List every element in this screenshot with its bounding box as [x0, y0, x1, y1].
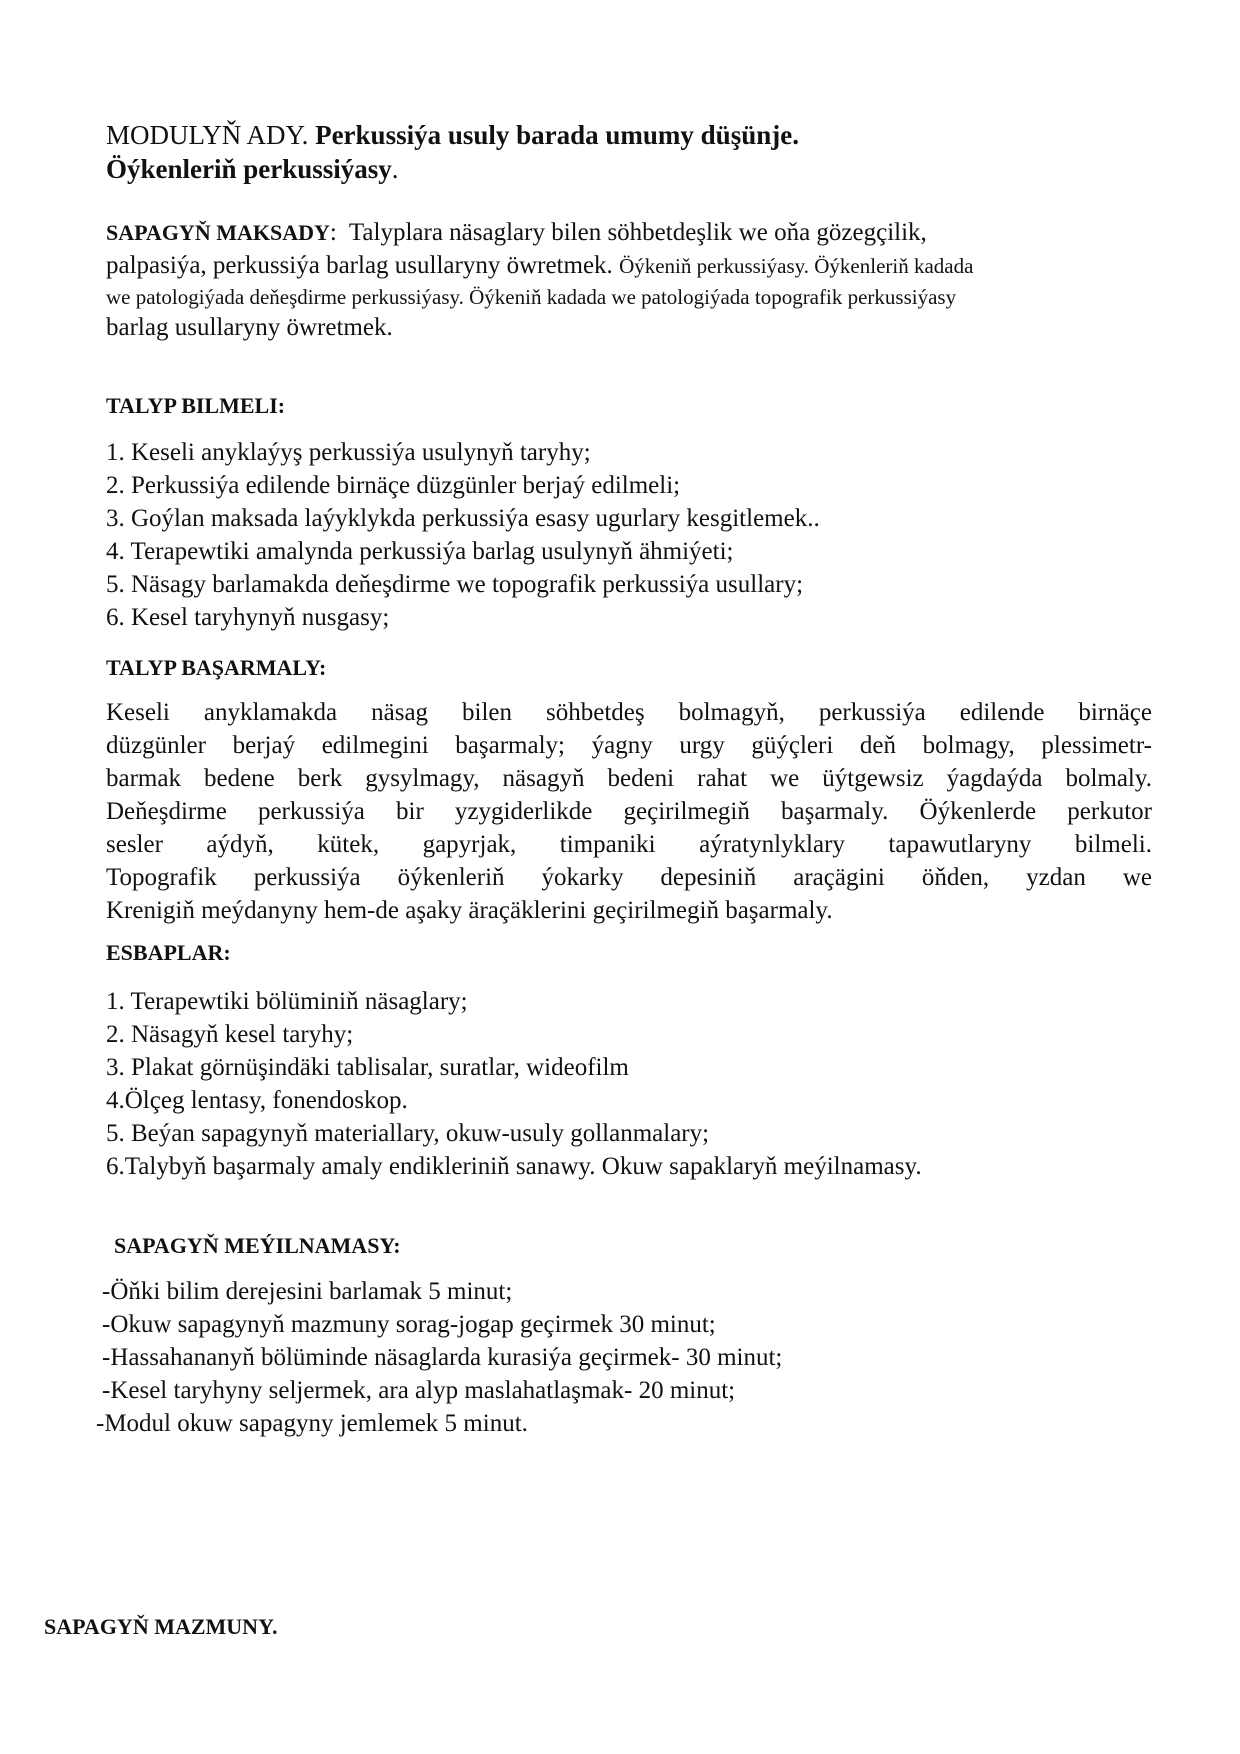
module-title-end: . — [391, 154, 399, 184]
list-item: 4.Ölçeg lentasy, fonendoskop. — [106, 1087, 408, 1114]
list-item: -Modul okuw sapagyny jemlemek 5 minut. — [96, 1410, 528, 1437]
list-item: -Öňki bilim derejesini barlamak 5 minut; — [102, 1278, 513, 1305]
goal-colon: : — [329, 219, 337, 246]
list-item: 2. Perkussiýa edilende birnäçe düzgünler berjaý edilmeli; — [106, 472, 681, 499]
paragraph-line: sesler aýdyň, kütek, gapyrjak, timpaniki aýratynlyklary tapawutlaryny bilmeli. — [106, 831, 1152, 858]
meyilnama-list — [96, 1275, 783, 1440]
list-item: -Hassahananyň bölüminde näsaglarda kurasiýa geçirmek- 30 minut; — [102, 1344, 783, 1371]
list-item: 6.Talybyň başarmaly amaly endikleriniň sanawy. Okuw sapaklaryň meýilnamasy. — [106, 1153, 922, 1180]
lesson-goal — [106, 216, 1156, 344]
mazmun-heading: SAPAGYŇ MAZMUNY. — [44, 1614, 278, 1639]
list-item: 1. Terapewtiki bölüminiň näsaglary; — [106, 988, 468, 1015]
list-item: -Kesel taryhyny seljermek, ara alyp maslahatlaşmak- 20 minut; — [102, 1377, 736, 1404]
list-item: 2. Näsagyň kesel taryhy; — [106, 1021, 354, 1048]
esbaplar-list — [106, 985, 922, 1183]
paragraph-line: Topografik perkussiýa öýkenleriň ýokarky depesiniň araçägini öňden, yzdan we — [106, 864, 1152, 891]
list-item: -Okuw sapagynyň mazmuny sorag-jogap geçirmek 30 minut; — [102, 1311, 716, 1338]
module-title-part2: Öýkenleriň perkussiýasy — [106, 154, 392, 184]
bilmeli-list — [106, 436, 820, 634]
basarmaly-paragraph — [106, 696, 1152, 927]
paragraph-line: Krenigiň meýdanyny hem-de aşaky äraçäklerini geçirilmegiň başarmaly. — [106, 897, 833, 924]
module-title-part1: Perkussiýa usuly barada umumy düşünje. — [315, 120, 799, 150]
goal-line-3: we patologiýada deňeşdirme perkussiýasy. Öýkeniň kadada we patologiýada topografik perkussiýasy — [106, 285, 957, 309]
list-item: 6. Kesel taryhynyň nusgasy; — [106, 604, 390, 631]
module-label: MODULYŇ ADY. — [106, 120, 309, 150]
list-item: 5. Beýan sapagynyň materiallary, okuw-usuly gollanmalary; — [106, 1120, 710, 1147]
bilmeli-heading: TALYP BILMELI: — [106, 393, 286, 418]
goal-line-2a: palpasiýa, perkussiýa barlag usullaryny öwretmek. — [106, 252, 613, 279]
goal-line-2b: Öýkeniň perkussiýasy. Öýkenleriň kadada — [619, 254, 974, 278]
list-item: 1. Keseli anyklaýyş perkussiýa usulynyň taryhy; — [106, 439, 591, 466]
paragraph-line: Keseli anyklamakda näsag bilen söhbetdeş bolmagyň, perkussiýa edilende birnäçe — [106, 699, 1152, 726]
module-title — [106, 118, 799, 186]
basarmaly-heading: TALYP BAŞARMALY: — [106, 655, 327, 680]
meyilnama-heading: SAPAGYŇ MEÝILNAMASY: — [114, 1233, 401, 1258]
paragraph-line: barmak bedene berk gysylmagy, näsagyň bedeni rahat we üýtgewsiz ýagdaýda bolmaly. — [106, 765, 1152, 792]
paragraph-line: düzgünler berjaý edilmegini başarmaly; ýagny urgy güýçleri deň bolmagy, plessimetr- — [106, 732, 1152, 759]
goal-label: SAPAGYŇ MAKSADY — [106, 220, 330, 245]
esbaplar-heading: ESBAPLAR: — [106, 940, 231, 965]
list-item: 4. Terapewtiki amalynda perkussiýa barlag usulynyň ähmiýeti; — [106, 538, 734, 565]
list-item: 3. Goýlan maksada laýyklykda perkussiýa esasy ugurlary kesgitlemek.. — [106, 505, 820, 532]
list-item: 5. Näsagy barlamakda deňeşdirme we topografik perkussiýa usullary; — [106, 571, 804, 598]
list-item: 3. Plakat görnüşindäki tablisalar, suratlar, wideofilm — [106, 1054, 629, 1081]
goal-line-4: barlag usullaryny öwretmek. — [106, 314, 393, 341]
paragraph-line: Deňeşdirme perkussiýa bir yzygiderlikde geçirilmegiň başarmaly. Öýkenlerde perkutor — [106, 798, 1152, 825]
goal-line-1: Talyplara näsaglary bilen söhbetdeşlik we oňa gözegçilik, — [348, 219, 927, 246]
